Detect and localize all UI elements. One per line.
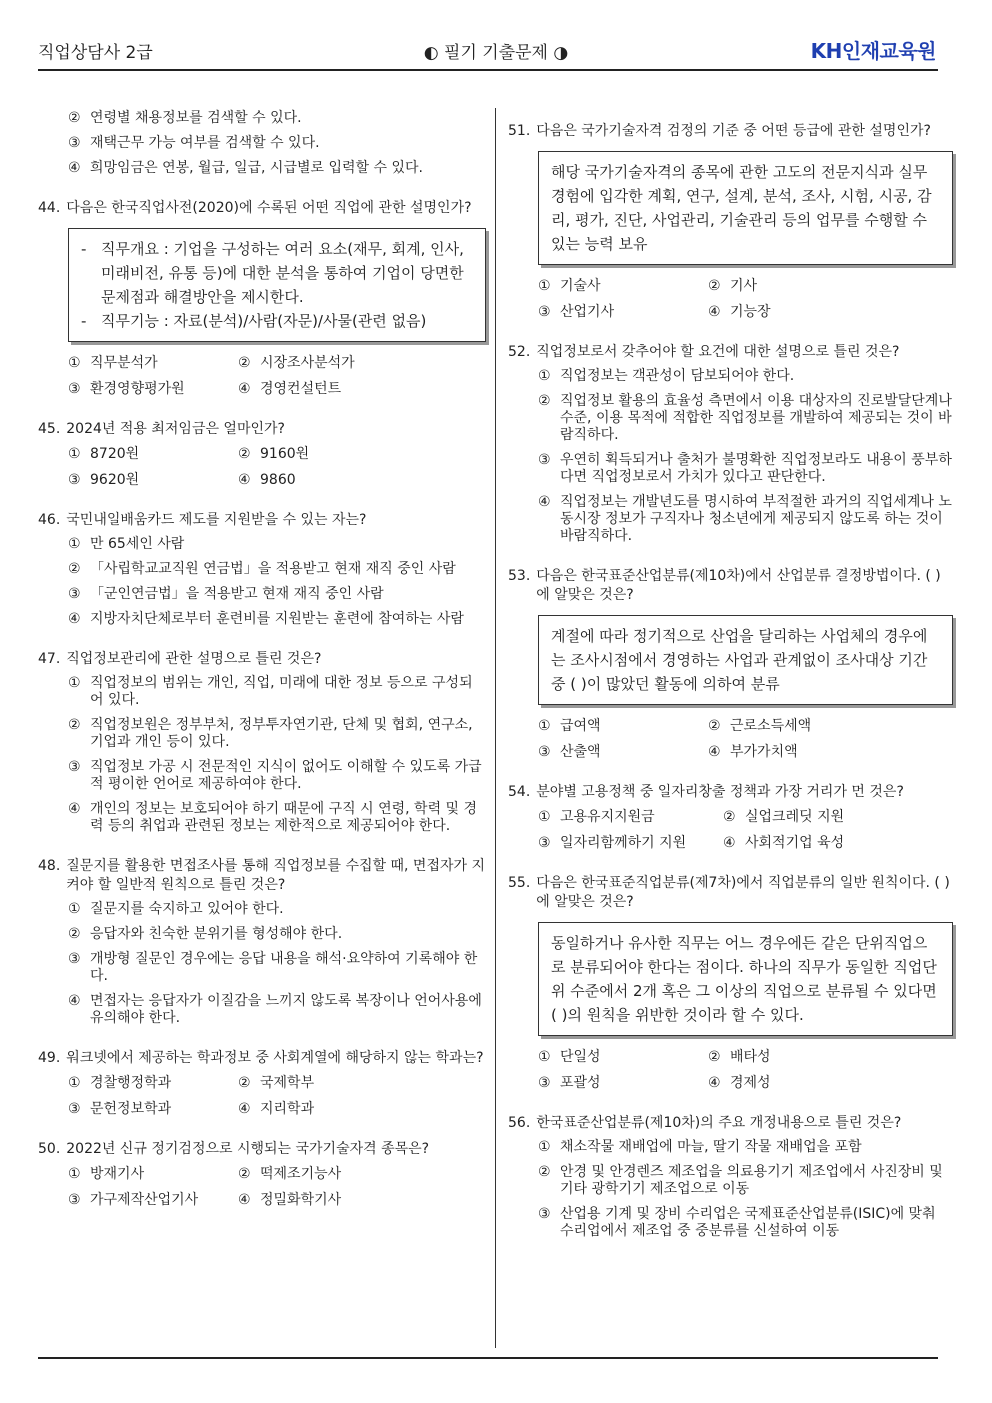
option: ③ 산출액 — [538, 744, 601, 760]
question-text: 분야별 고용정책 중 일자리창출 정책과 가장 거리가 먼 것은? — [536, 784, 904, 800]
question-55 — [508, 874, 953, 1092]
exam-subtitle: ◐ 필기 기출문제 ◑ — [423, 43, 569, 63]
option: ② 안경 및 안경렌즈 제조업을 의료용기기 제조업에서 사진장비 및 기타 광학기기 제조업으로 이동 — [538, 1164, 943, 1197]
option-grid — [68, 445, 486, 489]
option: ② 근로소득세액 — [708, 718, 812, 734]
question-number: 53. — [508, 568, 531, 584]
question-54 — [508, 783, 953, 852]
question-number: 55. — [508, 875, 531, 891]
option: ③ 일자리함께하기 지원 — [538, 835, 687, 851]
option: ① 질문지를 숙지하고 있어야 한다. — [68, 901, 284, 917]
question-text: 한국표준산업분류(제10차)의 주요 개정내용으로 틀린 것은? — [536, 1115, 902, 1131]
option: ④ 부가가치액 — [708, 744, 798, 760]
option-grid — [538, 808, 953, 852]
right-column — [508, 122, 953, 1262]
question-text: 2024년 적용 최저임금은 얼마인가? — [66, 421, 285, 437]
option: ④ 기능장 — [708, 304, 771, 320]
option: ③ 포괄성 — [538, 1075, 601, 1091]
question-number: 51. — [508, 123, 531, 139]
question-44 — [38, 199, 486, 398]
option: ② 직업정보 활용의 효율성 측면에서 이용 대상자의 진로발달단계나 수준, 이용 목적에 적합한 직업정보를 개발하여 제공되는 것이 바람직하다. — [538, 393, 952, 443]
option: ① 만 65세인 사람 — [68, 536, 185, 552]
option: ③ 「군인연금법」을 적용받고 현재 재직 중인 사람 — [68, 586, 384, 602]
exam-title: 직업상담사 2급 — [38, 43, 153, 63]
question-number: 44. — [38, 200, 61, 216]
question-box: 해당 국가기술자격의 종목에 관한 고도의 전문지식과 실무경험에 입각한 계획, 연구, 설계, 분석, 조사, 시험, 시공, 감리, 평가, 진단, 사업관리, 기술관리 등의 업무를 수행할 수 있는 능력 보유 — [538, 151, 953, 265]
option: ② 직업정보원은 정부부처, 정부투자연기관, 단체 및 협회, 연구소, 기업과 개인 등이 있다. — [68, 717, 473, 750]
question-text: 질문지를 활용한 면접조사를 통해 직업정보를 수집할 때, 면접자가 지켜야 할 일반적 원칙으로 틀린 것은? — [66, 858, 485, 893]
option: ④ 지리학과 — [238, 1101, 315, 1117]
option: ④ 사회적기업 육성 — [723, 835, 845, 851]
option: ③ 9620원 — [68, 472, 140, 488]
question-number: 45. — [38, 421, 61, 437]
question-box: 동일하거나 유사한 직무는 어느 경우에든 같은 단위직업으로 분류되어야 한다는 점이다. 하나의 직무가 동일한 직업단위 수준에서 2개 혹은 그 이상의 직업으로 분류될 수 있다면 ( )의 원칙을 위반한 것이라 할 수 있다. — [538, 922, 953, 1036]
option: ③ 환경영향평가원 — [68, 381, 185, 397]
option: ③ 문헌정보학과 — [68, 1101, 172, 1117]
question-number: 49. — [38, 1050, 61, 1066]
header-rule — [38, 69, 938, 71]
question-number: 48. — [38, 858, 61, 874]
option: ① 직업정보의 범위는 개인, 직업, 미래에 대한 정보 등으로 구성되어 있다. — [68, 675, 473, 708]
question-52 — [508, 343, 953, 545]
question-text: 직업정보관리에 관한 설명으로 틀린 것은? — [66, 651, 322, 667]
option: ③ 가구제작산업기사 — [68, 1192, 199, 1208]
question-46 — [38, 511, 486, 628]
institute-name: KH인재교육원 — [810, 39, 936, 63]
option: ① 방재기사 — [68, 1166, 145, 1182]
question-box: 계절에 따라 정기적으로 산업을 달리하는 사업체의 경우에는 조사시점에서 경영하는 사업과 관계없이 조사대상 기간 중 ( )이 많았던 활동에 의하여 분류 — [538, 615, 953, 705]
question-56 — [508, 1114, 953, 1240]
option: ③ 재택근무 가능 여부를 검색할 수 있다. — [68, 135, 320, 151]
option: ② 실업크레딧 지원 — [723, 809, 845, 825]
option: ③ 우연히 획득되거나 출처가 불명확한 직업정보라도 내용이 풍부하다면 직업정보로서 가치가 있다고 판단한다. — [538, 452, 952, 485]
question-43-continued — [38, 110, 486, 177]
option-grid — [68, 1074, 486, 1118]
question-number: 56. — [508, 1115, 531, 1131]
option: ① 경찰행정학과 — [68, 1075, 172, 1091]
question-text: 다음은 국가기술자격 검정의 기준 중 어떤 등급에 관한 설명인가? — [536, 123, 931, 139]
question-45 — [38, 420, 486, 489]
option: ④ 9860 — [238, 472, 296, 488]
option: ④ 희망임금은 연봉, 월급, 일급, 시급별로 입력할 수 있다. — [68, 160, 423, 176]
option: ④ 정밀화학기사 — [238, 1192, 342, 1208]
question-text: 다음은 한국직업사전(2020)에 수록된 어떤 직업에 관한 설명인가? — [66, 200, 472, 216]
option: ② 배타성 — [708, 1049, 771, 1065]
option: ① 기술사 — [538, 278, 601, 294]
page-header — [0, 0, 992, 72]
question-text: 워크넷에서 제공하는 학과정보 중 사회계열에 해당하지 않는 학과는? — [66, 1050, 484, 1066]
option: ② 시장조사분석가 — [238, 355, 355, 371]
option: ② 기사 — [708, 278, 758, 294]
option: ② 9160원 — [238, 446, 310, 462]
option: ② 응답자와 친숙한 분위기를 형성해야 한다. — [68, 926, 343, 942]
question-53 — [508, 567, 953, 761]
question-box: - 직무개요 : 기업을 구성하는 여러 요소(재무, 회계, 인사, 미래비전, 유통 등)에 대한 분석을 통하여 기업이 당면한 문제점과 해결방안을 제시한다. - 직무기능 : 자료(분석)/사람(자문)/사물(관련 없음) — [68, 228, 486, 342]
question-number: 52. — [508, 344, 531, 360]
option: ④ 개인의 정보는 보호되어야 하기 때문에 구직 시 연령, 학력 및 경력 등의 취업과 관련된 정보는 제한적으로 제공되어야 한다. — [68, 801, 478, 834]
question-text: 2022년 신규 정기검정으로 시행되는 국가기술자격 종목은? — [66, 1141, 430, 1157]
column-divider — [495, 108, 496, 1348]
footer-rule — [38, 1357, 938, 1359]
question-number: 47. — [38, 651, 61, 667]
question-number: 46. — [38, 512, 61, 528]
option: ④ 직업정보는 개발년도를 명시하여 부적절한 과거의 직업세계나 노동시장 정보가 구직자나 청소년에게 제공되지 않도록 하는 것이 바람직하다. — [538, 494, 952, 544]
question-text: 국민내일배움카드 제도를 지원받을 수 있는 자는? — [66, 512, 367, 528]
option: ① 8720원 — [68, 446, 140, 462]
option: ① 급여액 — [538, 718, 601, 734]
question-47 — [38, 650, 486, 835]
option: ③ 산업용 기계 및 장비 수리업은 국제표준산업분류(ISIC)에 맞춰 수리업에서 제조업 중 중분류를 신설하여 이동 — [538, 1206, 936, 1239]
question-text: 다음은 한국표준직업분류(제7차)에서 직업분류의 일반 원칙이다. ( )에 알맞은 것은? — [536, 875, 950, 910]
left-column — [38, 104, 486, 1231]
question-51 — [508, 122, 953, 321]
option: ① 단일성 — [538, 1049, 601, 1065]
option: ① 고용유지지원금 — [538, 809, 655, 825]
question-text: 다음은 한국표준산업분류(제10차)에서 산업분류 결정방법이다. ( )에 알맞은 것은? — [536, 568, 941, 603]
option: ② 떡제조기능사 — [238, 1166, 342, 1182]
option: ③ 개방형 질문인 경우에는 응답 내용을 해석·요약하여 기록해야 한다. — [68, 951, 478, 984]
option-grid — [538, 1048, 953, 1092]
option: ① 채소작물 재배업에 마늘, 딸기 작물 재배업을 포함 — [538, 1139, 862, 1155]
option: ② 연령별 채용정보를 검색할 수 있다. — [68, 110, 302, 126]
option-grid — [538, 277, 953, 321]
question-number: 54. — [508, 784, 531, 800]
option: ④ 지방자치단체로부터 훈련비를 지원받는 훈련에 참여하는 사람 — [68, 611, 464, 627]
question-49 — [38, 1049, 486, 1118]
option: ③ 산업기사 — [538, 304, 615, 320]
option-grid — [538, 717, 953, 761]
option: ① 직무분석가 — [68, 355, 158, 371]
question-50 — [38, 1140, 486, 1209]
option-grid — [68, 1165, 486, 1209]
option: ① 직업정보는 객관성이 담보되어야 한다. — [538, 368, 795, 384]
option: ④ 경제성 — [708, 1075, 771, 1091]
option: ③ 직업정보 가공 시 전문적인 지식이 없어도 이해할 수 있도록 가급적 평이한 언어로 제공하여야 한다. — [68, 759, 482, 792]
option-grid — [68, 354, 486, 398]
option: ② 「사립학교교직원 연금법」을 적용받고 현재 재직 중인 사람 — [68, 561, 456, 577]
option: ④ 면접자는 응답자가 이질감을 느끼지 않도록 복장이나 언어사용에 유의해야 한다. — [68, 993, 482, 1026]
question-text: 직업정보로서 갖추어야 할 요건에 대한 설명으로 틀린 것은? — [536, 344, 900, 360]
option: ④ 경영컨설턴트 — [238, 381, 342, 397]
option: ② 국제학부 — [238, 1075, 315, 1091]
question-48 — [38, 857, 486, 1027]
question-number: 50. — [38, 1141, 61, 1157]
